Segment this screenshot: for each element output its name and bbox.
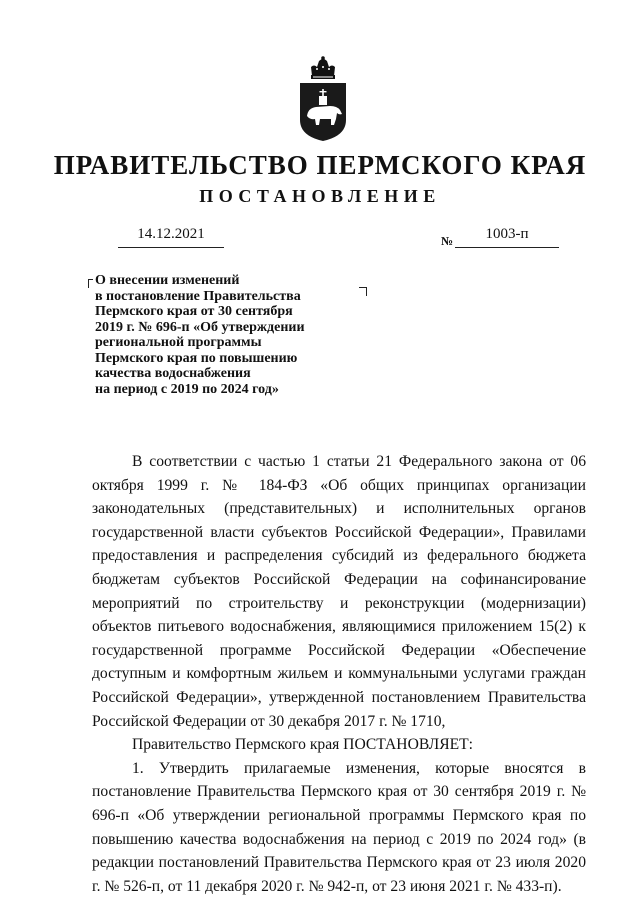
coat-of-arms-icon <box>298 56 348 142</box>
resolution-paragraph: Правительство Пермского края ПОСТАНОВЛЯЕТ: <box>132 736 473 754</box>
subject-line: Пермского края от 30 сентября <box>95 304 293 319</box>
subject-corner-mark-left <box>88 279 93 288</box>
subject-line: Пермского края по повышению <box>95 350 298 366</box>
document-number: 1003-п <box>455 226 559 248</box>
crown-icon <box>311 56 335 79</box>
document-date: 14.12.2021 <box>118 226 224 248</box>
subject-line: в постановление Правительства <box>95 288 301 304</box>
document-type: ПОСТАНОВЛЕНИЕ <box>199 186 441 206</box>
preamble-paragraph: В соответствии с частью 1 статьи 21 Федерального закона от 06 октября 1999 г. № 184-ФЗ «Об общих принципах организации законодательных (представительных) и исполнительных органов государственной власти субъектов Российской Федерации», Правилами предоставления и распределения субсидий из федерального бюджета бюджетам субъектов Российской Федерации на софинансирование мероприятий по строительству и реконструкции (модернизации) объектов питьевого водоснабжения, являющимися приложением 15(2) к государственной программе Российской Федерации «Обеспечение доступным и комфортным жильем и коммунальными услугами граждан Российской Федерации», утвержденной постановлением Правительства Российской Федерации от 30 декабря 2017 г. № 1710, <box>92 453 586 730</box>
subject-line: на период с 2019 по 2024 год» <box>95 381 279 397</box>
document-body <box>92 450 586 898</box>
subject-line: 2019 г. № 696-п «Об утверждении <box>95 319 305 335</box>
clause-1-paragraph: 1. Утвердить прилагаемые изменения, которые вносятся в постановление Правительства Пермского края от 30 сентября 2019 г. № 696-п «Об утверждении региональной программы Пермского края по повышению качества водоснабжения на период с 2019 по 2024 год» (в редакции постановлений Правительства Пермского края от 23 июля 2020 г. № 526-п, от 11 декабря 2020 г. № 942-п, от 23 июня 2021 г. № 433-п). <box>92 759 586 895</box>
document-subject <box>95 273 365 397</box>
subject-line: качества водоснабжения <box>95 366 251 381</box>
number-sign: № <box>441 234 454 248</box>
subject-line: О внесении изменений <box>95 273 240 288</box>
organization-title: ПРАВИТЕЛЬСТВО ПЕРМСКОГО КРАЯ <box>53 150 587 180</box>
subject-line: региональной программы <box>95 335 262 350</box>
